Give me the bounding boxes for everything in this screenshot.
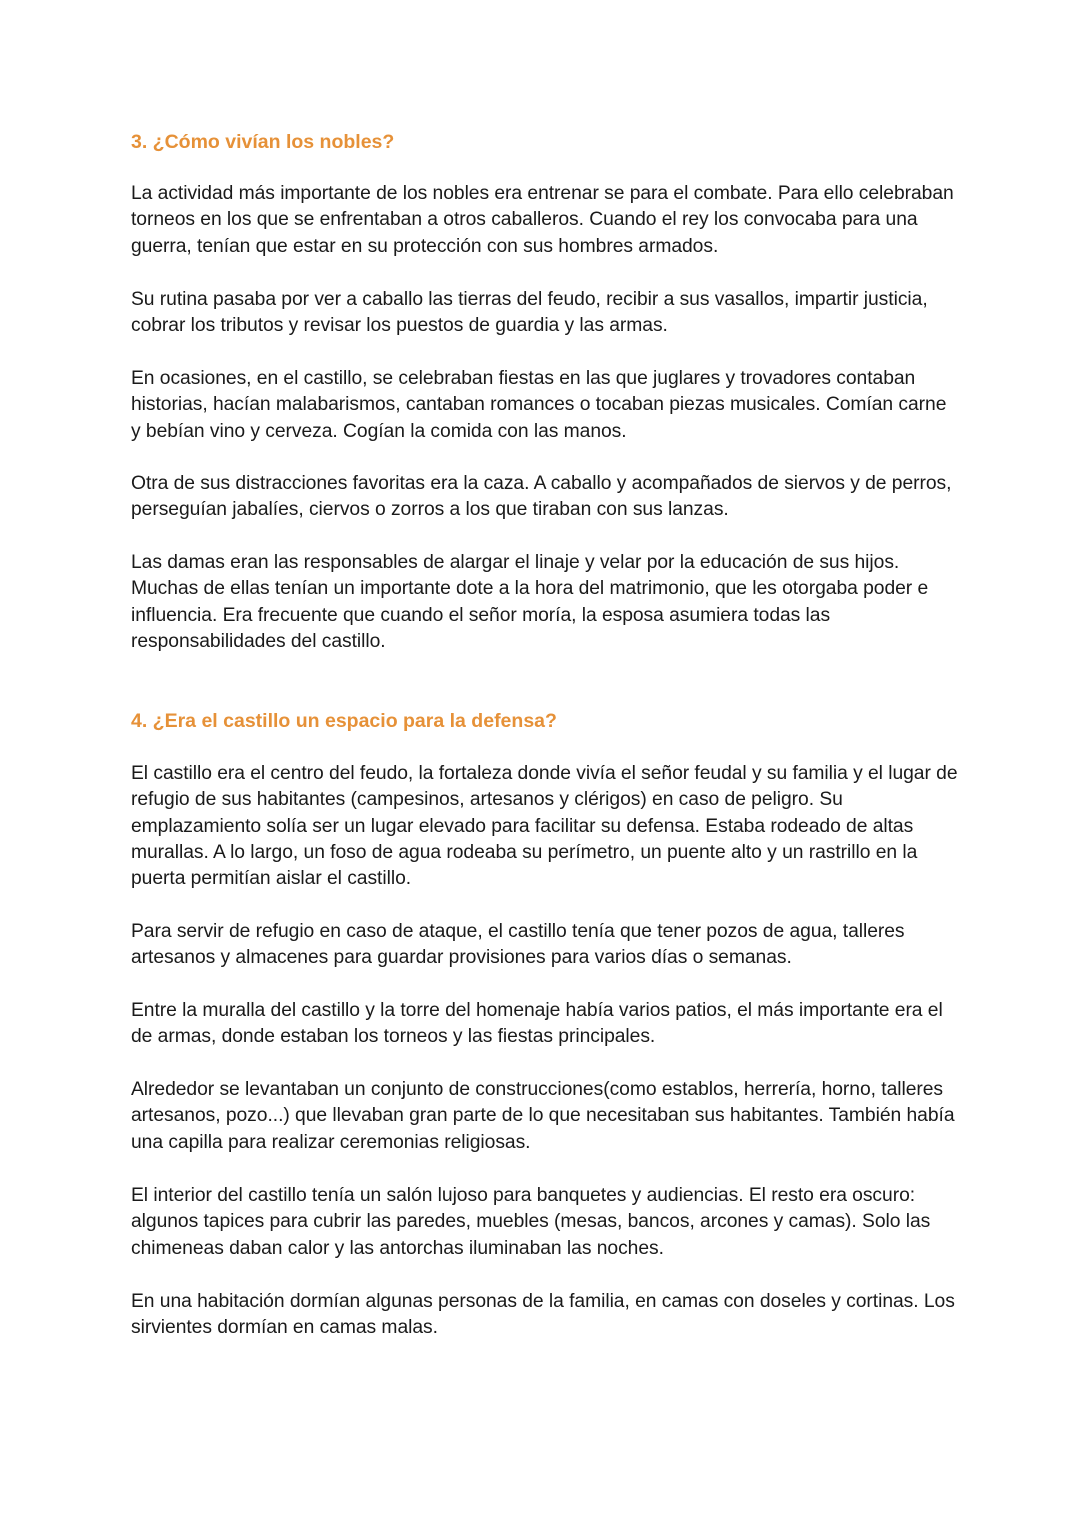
section-4-paragraph-4: Alrededor se levantaban un conjunto de construcciones(como establos, herrería, horno, talleres artesanos, pozo...) que llevaban gran parte de lo que necesitaban sus habitantes. También había una capilla para realizar ceremonias religiosas. — [131, 1079, 955, 1153]
section-3-heading: 3. ¿Cómo vivían los nobles? — [131, 131, 395, 153]
section-4-paragraph-2: Para servir de refugio en caso de ataque, el castillo tenía que tener pozos de agua, talleres artesanos y almacenes para guardar provisiones para varios días o semanas. — [131, 921, 905, 969]
section-4-paragraph-5: El interior del castillo tenía un salón lujoso para banquetes y audiencias. El resto era oscuro: algunos tapices para cubrir las paredes, muebles (mesas, bancos, arcones y camas). Solo las chimeneas daban calor y las antorchas iluminaban las noches. — [131, 1185, 931, 1259]
section-4-paragraph-1: El castillo era el centro del feudo, la fortaleza donde vivía el señor feudal y su familia y el lugar de refugio de sus habitantes (campesinos, artesanos y clérigos) en caso de peligro. Su emplazamiento solía ser un lugar elevado para facilitar su defensa. Estaba rodeado de altas murallas. A lo largo, un foso de agua rodeaba su perímetro, un puente alto y un rastrillo en la puerta permitían aislar el castillo. — [131, 763, 958, 890]
section-3-paragraph-5: Las damas eran las responsables de alargar el linaje y velar por la educación de sus hijos. Muchas de ellas tenían un importante dote a la hora del matrimonio, que les otorgaba poder e influencia. Era frecuente que cuando el señor moría, la esposa asumiera todas las responsabilidades del castillo. — [131, 552, 929, 652]
section-3-paragraph-2: Su rutina pasaba por ver a caballo las tierras del feudo, recibir a sus vasallos, impartir justicia, cobrar los tributos y revisar los puestos de guardia y las armas. — [131, 289, 928, 337]
section-4-paragraph-6: En una habitación dormían algunas personas de la familia, en camas con doseles y cortinas. Los sirvientes dormían en camas malas. — [131, 1291, 955, 1339]
section-4-paragraph-3: Entre la muralla del castillo y la torre del homenaje había varios patios, el más importante era el de armas, donde estaban los torneos y las fiestas principales. — [131, 1000, 943, 1048]
section-3-paragraph-1: La actividad más importante de los nobles era entrenar se para el combate. Para ello celebraban torneos en los que se enfrentaban a otros caballeros. Cuando el rey los convocaba para una guerra, tenían que estar en su protección con sus hombres armados. — [131, 183, 954, 257]
section-4-heading: 4. ¿Era el castillo un espacio para la defensa? — [131, 710, 557, 732]
section-3-paragraph-4: Otra de sus distracciones favoritas era la caza. A caballo y acompañados de siervos y de perros, perseguían jabalíes, ciervos o zorros a los que tiraban con sus lanzas. — [131, 473, 952, 521]
section-3-paragraph-3: En ocasiones, en el castillo, se celebraban fiestas en las que juglares y trovadores contaban historias, hacían malabarismos, cantaban romances o tocaban piezas musicales. Comían carne y bebían vino y cerveza. Cogían la comida con las manos. — [131, 368, 947, 442]
